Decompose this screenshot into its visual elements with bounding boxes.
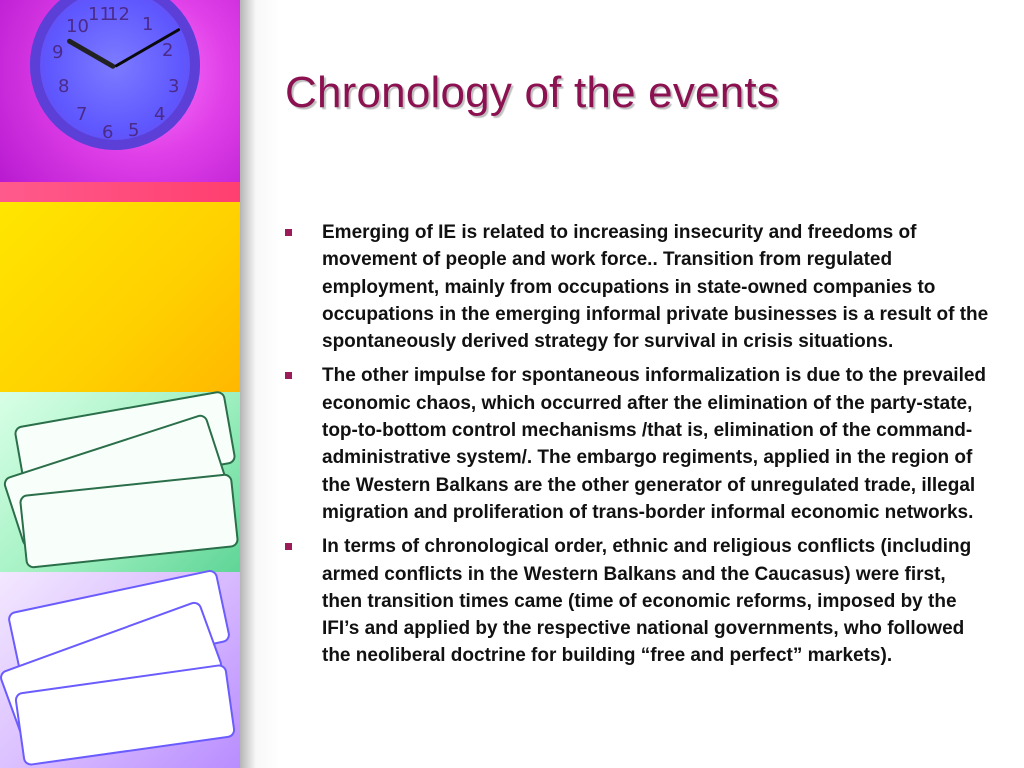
clock-hour-hand bbox=[66, 38, 116, 70]
square-bullet-icon bbox=[285, 372, 292, 379]
bullet-list bbox=[285, 219, 990, 677]
clock-number: 6 bbox=[102, 122, 114, 143]
clock-number: 10 bbox=[66, 16, 89, 37]
clock-number: 4 bbox=[154, 104, 166, 125]
bullet-text: The other impulse for spontaneous informalization is due to the prevailed economic chaos, which occurred after the elimination of the party-state, top-to-bottom control mechanisms /that is, elimination of the command-administrative system/. The embargo regiments, applied in the region of the Western Balkans are the other generator of unregulated trade, illegal migration and proliferation of trans-border informal economic networks. bbox=[322, 365, 987, 523]
left-image-strip bbox=[0, 0, 240, 768]
green-papers-panel bbox=[0, 392, 240, 572]
clock-number: 5 bbox=[128, 120, 140, 141]
bullet-text: In terms of chronological order, ethnic and religious conflicts (including armed conflicts in the Western Balkans and the Caucasus) were first, then transition times came (time of economic reforms, imposed by the IFI’s and applied by the respective national governments, who followed the neoliberal doctrine for building “free and perfect” markets). bbox=[322, 536, 972, 667]
clock-number: 1 bbox=[142, 14, 154, 35]
slide-title: Chronology of the events bbox=[285, 68, 779, 117]
square-bullet-icon bbox=[285, 229, 292, 236]
purple-clock-panel bbox=[0, 0, 240, 182]
square-bullet-icon bbox=[285, 543, 292, 550]
clock-number: 12 bbox=[107, 4, 130, 25]
purple-papers-panel bbox=[0, 572, 240, 768]
clock-number: 8 bbox=[58, 76, 70, 97]
bullet-text: Emerging of IE is related to increasing insecurity and freedoms of movement of people and work force.. Transition from regulated employment, mainly from occupations in state-owned companies to occupations in the emerging informal private businesses is a result of the spontaneously derived strategy for survival in crisis situations. bbox=[322, 222, 989, 353]
strip-shadow bbox=[240, 0, 280, 768]
yellow-clock-panel bbox=[0, 202, 240, 392]
clock-number: 9 bbox=[52, 42, 64, 63]
clock-number: 3 bbox=[168, 76, 180, 97]
pink-band bbox=[0, 182, 240, 202]
bullet-item bbox=[285, 362, 990, 526]
clock-number: 2 bbox=[162, 40, 174, 61]
bullet-item bbox=[285, 219, 990, 355]
clock-icon bbox=[30, 0, 200, 150]
bullet-item bbox=[285, 533, 990, 669]
clock-number: 11 bbox=[88, 4, 111, 25]
clock-number: 7 bbox=[76, 104, 88, 125]
